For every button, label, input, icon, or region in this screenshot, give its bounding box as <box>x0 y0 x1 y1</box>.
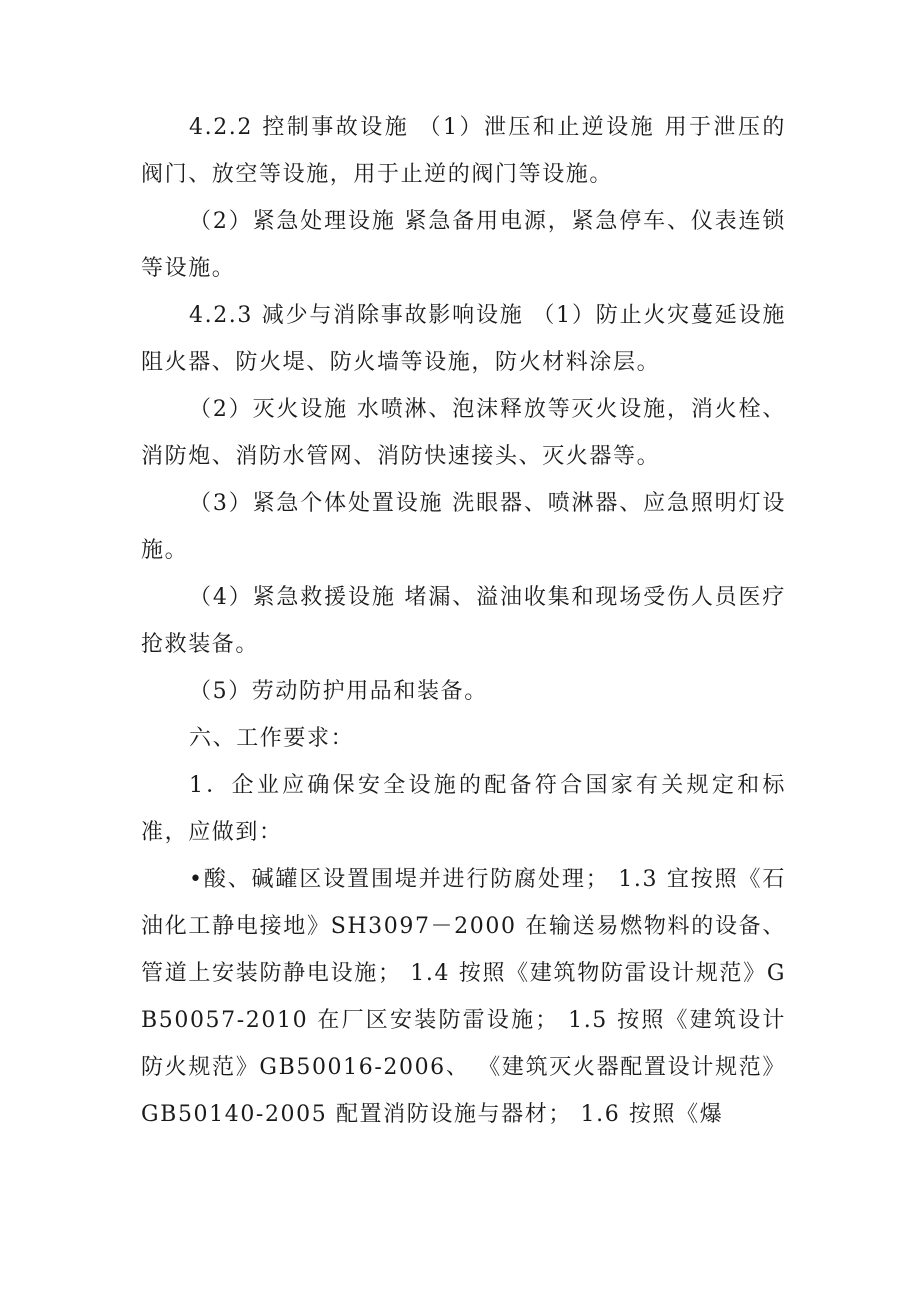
paragraph-individual-disposal: （3）紧急个体处置设施 洗眼器、喷淋器、应急照明灯设施。 <box>141 491 786 563</box>
paragraph-emergency-handling: （2）紧急处理设施 紧急备用电源，紧急停车、仪表连锁等设施。 <box>141 209 786 281</box>
paragraph-requirement-1: 1．企业应确保安全设施的配备符合国家有关规定和标准，应做到： <box>141 773 786 845</box>
paragraph-control-facilities: 4.2.2 控制事故设施 （1）泄压和止逆设施 用于泄压的阀门、放空等设施，用于止逆的阀门等设施。 <box>141 115 786 187</box>
document-body <box>141 104 786 1138</box>
paragraph-standards-list: •酸、碱罐区设置围堤并进行防腐处理； 1.3 宜按照《石油化工静电接地》SH3097－2000 在输送易燃物料的设备、管道上安装防静电设施； 1.4 按照《建筑物防雷设计规范》GB50057-2010 在厂区安装防雷设施； 1.5 按照《建筑设计防火规范》GB50016-2006、 《建筑灭火器配置设计规范》GB50140-2005 配置消防设施与器材； 1.6 按照《爆 <box>141 867 786 1127</box>
paragraph-emergency-rescue: （4）紧急救援设施 堵漏、溢油收集和现场受伤人员医疗抢救装备。 <box>141 585 786 657</box>
paragraph-reduce-impact: 4.2.3 减少与消除事故影响设施 （1）防止火灾蔓延设施 阻火器、防火堤、防火墙等设施，防火材料涂层。 <box>141 303 786 375</box>
section-heading-work-requirements: 六、工作要求： <box>189 726 355 751</box>
paragraph-fire-extinguishing: （2）灭火设施 水喷淋、泡沫释放等灭火设施，消火栓、消防炮、消防水管网、消防快速接头、灭火器等。 <box>141 397 786 469</box>
paragraph-protective-equipment: （5）劳动防护用品和装备。 <box>189 679 488 704</box>
